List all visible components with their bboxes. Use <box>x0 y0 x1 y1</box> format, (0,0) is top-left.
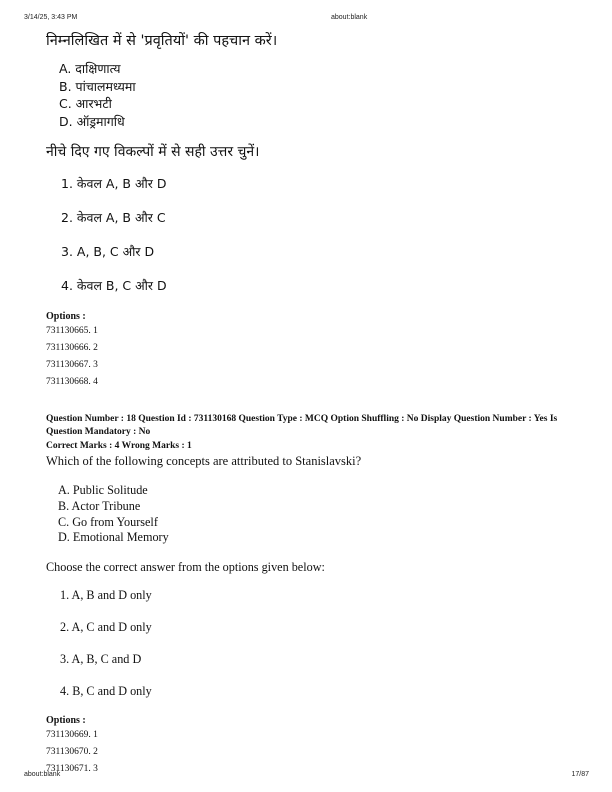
statement-item: C. Go from Yourself <box>58 514 158 529</box>
option-id-item: 731130665. 1 <box>46 326 98 336</box>
option-id-item: 731130669. 1 <box>46 730 98 741</box>
choice-item: 4. B, C and D only <box>60 684 152 699</box>
choice-item: 4. केवल B, C और D <box>61 278 167 293</box>
question-18-statements <box>58 483 576 546</box>
footer-url: about:blank <box>24 771 61 778</box>
statement-item: B. Actor Tribune <box>58 498 141 513</box>
page-number: 17/87 <box>571 771 589 778</box>
choice-item: 2. A, C and D only <box>60 620 152 635</box>
question-18-choices <box>60 587 576 715</box>
options-label: Options : <box>46 311 86 322</box>
option-id-item: 731130670. 2 <box>46 747 98 758</box>
statement-item: B. पांचालमध्यमा <box>59 78 136 94</box>
option-id-item: 731130668. 4 <box>46 377 98 387</box>
question-18-prompt: Choose the correct answer from the options given below: <box>46 560 325 575</box>
question-18-marks: Correct Marks : 4 Wrong Marks : 1 <box>46 441 192 451</box>
question-17-statements <box>59 60 576 130</box>
statement-item: A. Public Solitude <box>58 483 148 497</box>
question-17-option-ids <box>46 323 576 391</box>
options-label: Options : <box>46 715 86 727</box>
question-18-meta: Question Number : 18 Question Id : 731130168 Question Type : MCQ Option Shuffling : No Display Question Number : Yes Is Question Mandatory : No <box>46 414 558 437</box>
choice-item: 2. केवल A, B और C <box>61 210 166 225</box>
question-17-choices <box>61 169 576 311</box>
statement-item: D. ऑड्रमागधि <box>59 113 125 129</box>
question-17-prompt: नीचे दिए गए विकल्पों में से सही उत्तर चुनें। <box>46 144 260 160</box>
question-18-option-ids <box>46 727 576 778</box>
choice-item: 3. A, B, C and D <box>60 652 142 667</box>
choice-item: 1. केवल A, B और D <box>61 176 167 191</box>
question-17-title: निम्नलिखित में से 'प्रवृतियों' की पहचान करें। <box>46 33 278 49</box>
option-id-item: 731130667. 3 <box>46 360 98 370</box>
option-id-item: 731130666. 2 <box>46 343 98 353</box>
statement-item: C. आरभटी <box>59 96 112 111</box>
choice-item: 3. A, B, C और D <box>61 244 155 259</box>
statement-item: A. दाक्षिणात्य <box>59 61 121 76</box>
option-id-item: 731130671. 3 <box>46 764 98 775</box>
question-18-title: Which of the following concepts are attributed to Stanislavski? <box>46 454 362 468</box>
print-page-title: about:blank <box>331 14 368 21</box>
page-content <box>46 28 576 778</box>
print-datetime: 3/14/25, 3:43 PM <box>24 14 78 21</box>
choice-item: 1. A, B and D only <box>60 588 152 603</box>
statement-item: D. Emotional Memory <box>58 530 169 545</box>
